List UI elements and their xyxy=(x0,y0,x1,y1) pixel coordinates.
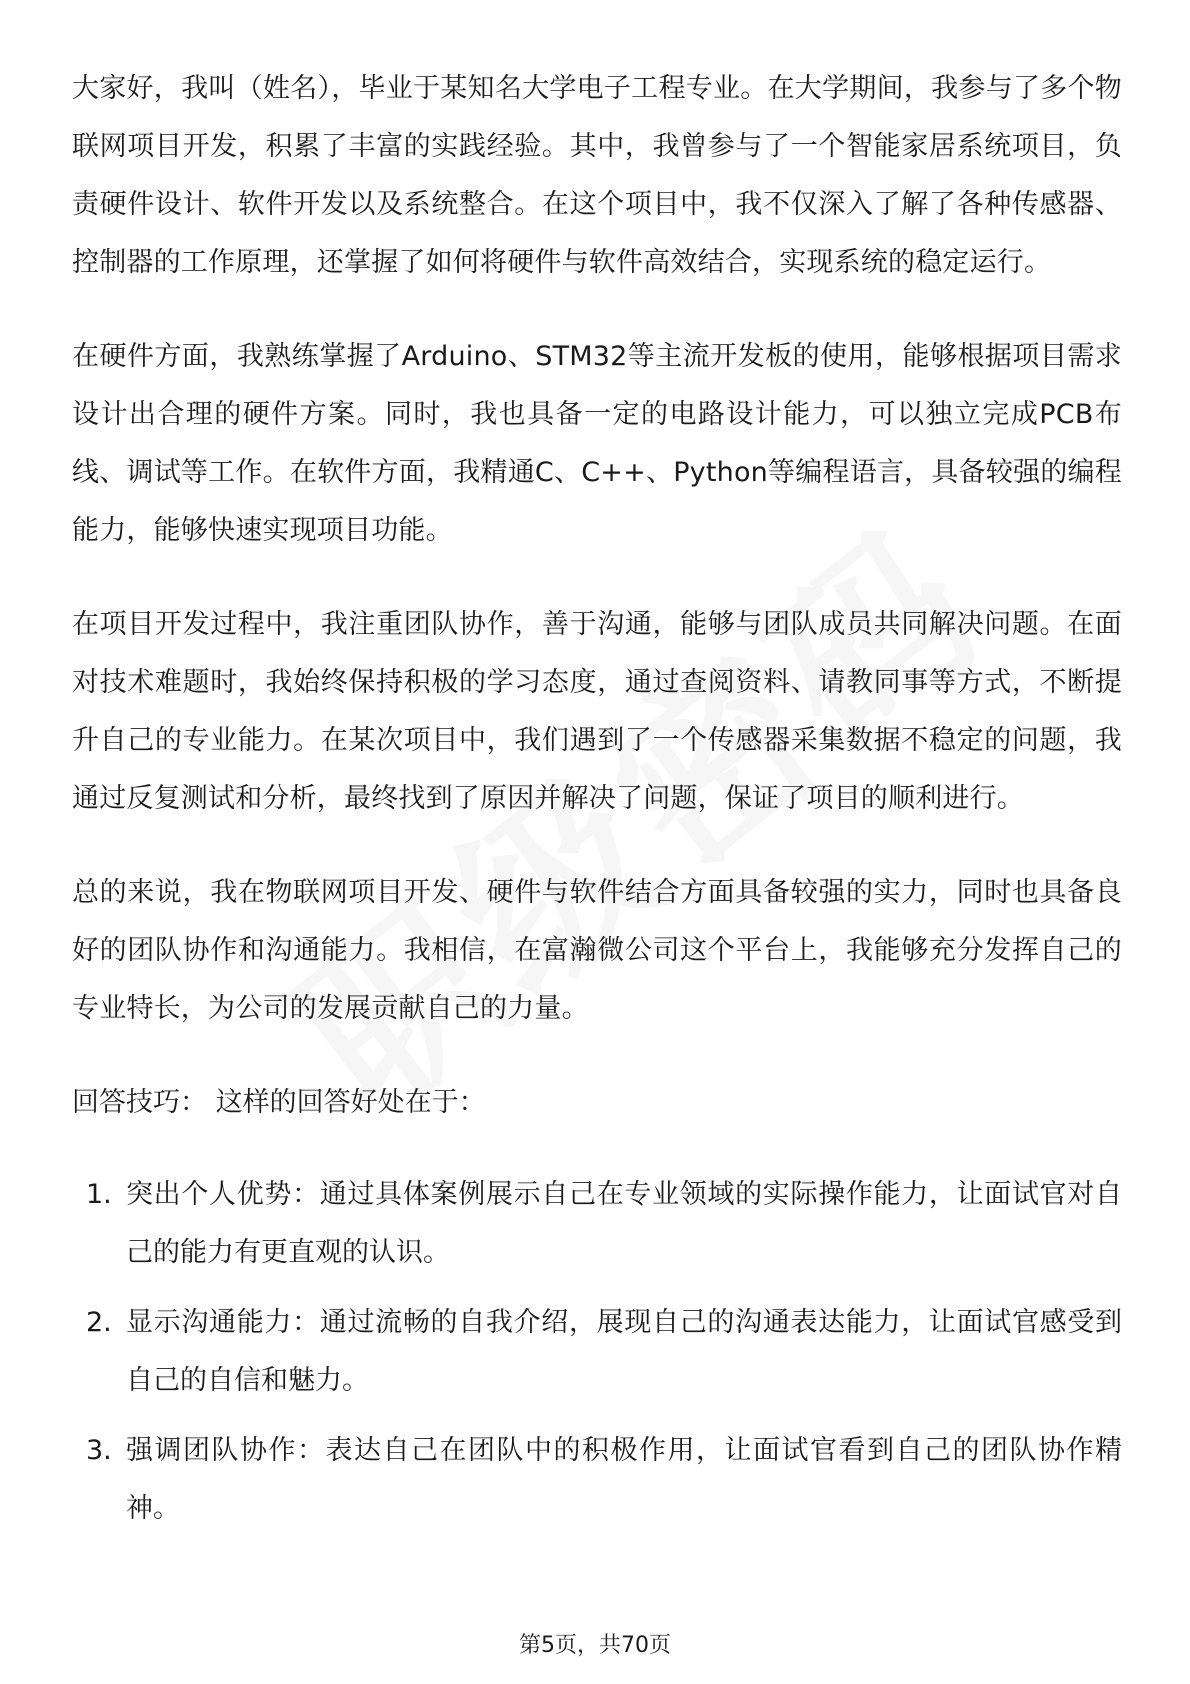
paragraph-hardware-software: 在硬件方面，我熟练掌握了Arduino、STM32等主流开发板的使用，能够根据项目需求设计出合理的硬件方案。同时，我也具备一定的电路设计能力，可以独立完成PCB布线、调试等工作。在软件方面，我精通C、C++、Python等编程语言，具备较强的编程能力，能够快速实现项目功能。 xyxy=(72,341,1122,546)
page-content xyxy=(72,60,1122,1550)
list-item xyxy=(72,1294,1122,1410)
list-item-text: 显示沟通能力：通过流畅的自我介绍，展现自己的沟通表达能力，让面试官感受到自己的自信和魅力。 xyxy=(126,1307,1122,1396)
paragraph-teamwork: 在项目开发过程中，我注重团队协作，善于沟通，能够与团队成员共同解决问题。在面对技术难题时，我始终保持积极的学习态度，通过查阅资料、请教同事等方式，不断提升自己的专业能力。在某次项目中，我们遇到了一个传感器采集数据不稳定的问题，我通过反复测试和分析，最终找到了原因并解决了问题，保证了项目的顺利进行。 xyxy=(72,609,1122,814)
page-number-footer: 第5页，共70页 xyxy=(519,1633,671,1658)
tips-list xyxy=(72,1166,1122,1538)
list-item-number: 2. xyxy=(86,1307,112,1338)
paragraph-intro: 大家好，我叫（姓名），毕业于某知名大学电子工程专业。在大学期间，我参与了多个物联网项目开发，积累了丰富的实践经验。其中，我曾参与了一个智能家居系统项目，负责硬件设计、软件开发以及系统整合。在这个项目中，我不仅深入了解了各种传感器、控制器的工作原理，还掌握了如何将硬件与软件高效结合，实现系统的稳定运行。 xyxy=(72,73,1122,278)
list-item xyxy=(72,1422,1122,1538)
list-item xyxy=(72,1166,1122,1282)
paragraph-summary: 总的来说，我在物联网项目开发、硬件与软件结合方面具备较强的实力，同时也具备良好的团队协作和沟通能力。我相信，在富瀚微公司这个平台上，我能够充分发挥自己的专业特长，为公司的发展贡献自己的力量。 xyxy=(72,877,1122,1024)
list-item-number: 1. xyxy=(86,1179,112,1210)
list-item-number: 3. xyxy=(86,1435,112,1466)
tips-heading: 回答技巧： 这样的回答好处在于： xyxy=(72,1087,486,1118)
list-item-text: 突出个人优势：通过具体案例展示自己在专业领域的实际操作能力，让面试官对自己的能力有更直观的认识。 xyxy=(126,1179,1122,1268)
list-item-text: 强调团队协作：表达自己在团队中的积极作用，让面试官看到自己的团队协作精神。 xyxy=(126,1435,1122,1524)
